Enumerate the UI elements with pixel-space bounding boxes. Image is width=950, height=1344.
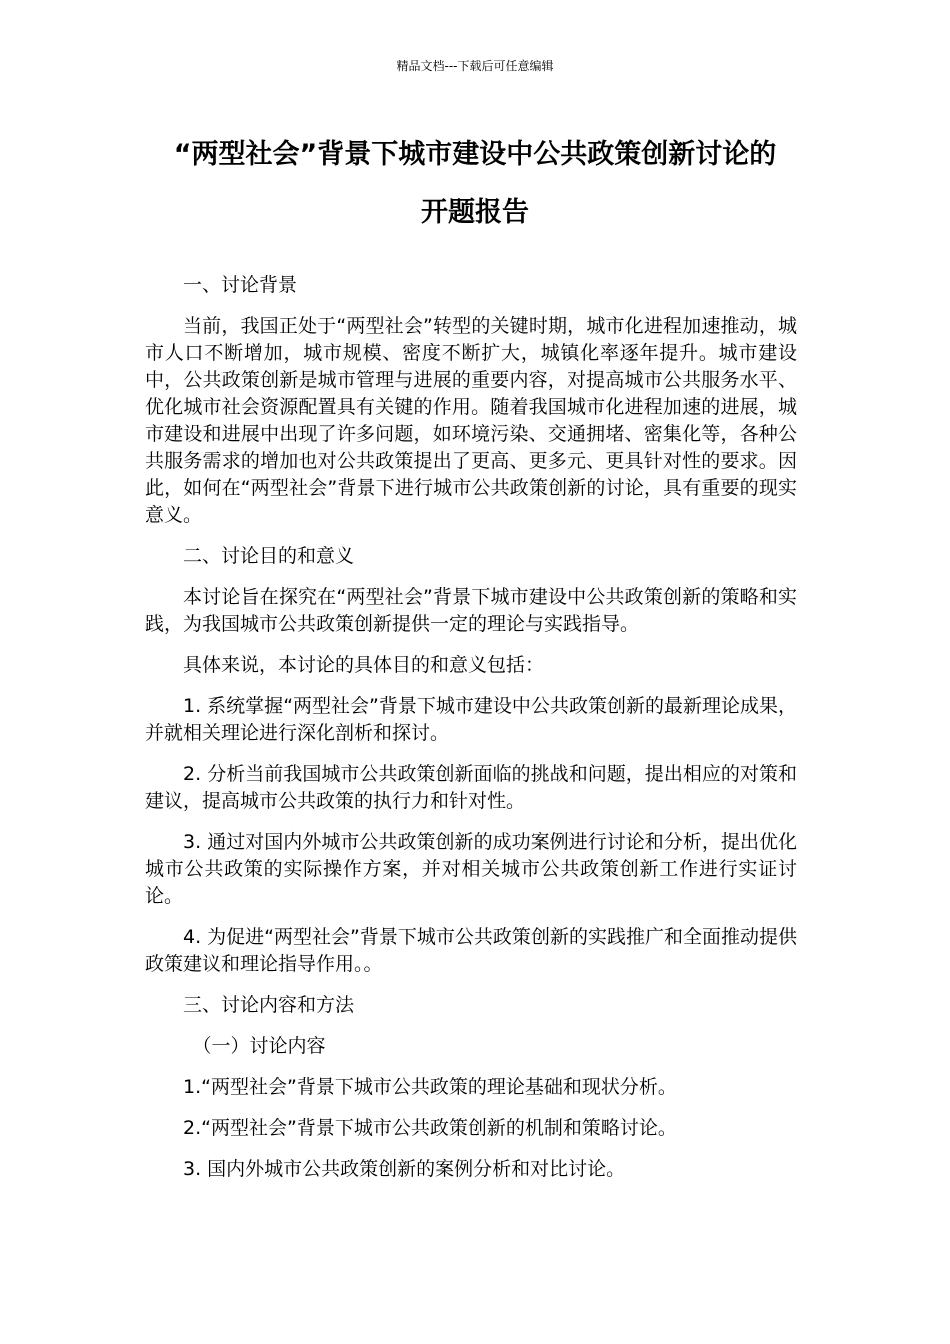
paragraph-background: 当前，我国正处于“两型社会”转型的关键时期，城市化进程加速推动，城市人口不断增加，城市规模、密度不断扩大，城镇化率逐年提升。城市建设中，公共政策创新是城市管理与进展的重要内容，对提高城市公共服务水平、优化城市社会资源配置具有关键的作用。随着我国城市化进程加速的进展，城市建设和进展中出现了许多问题，如环境污染、交通拥堵、密集化等，各种公共服务需求的增加也对公共政策提出了更高、更多元、更具针对性的要求。因此，如何在“两型社会”背景下进行城市公共政策创新的讨论，具有重要的现实意义。 [145, 315, 797, 526]
subsection-heading-content: （一）讨论内容 [192, 1035, 326, 1057]
purpose-item-1: 1. 系统掌握“两型社会”背景下城市建设中公共政策创新的最新理论成果，并就相关理论进行深化剖析和探讨。 [145, 695, 797, 744]
content-item-1: 1.“两型社会”背景下城市公共政策的理论基础和现状分析。 [183, 1076, 677, 1098]
section-heading-purpose: 二、讨论目的和意义 [183, 545, 355, 567]
section-heading-content-method: 三、讨论内容和方法 [183, 994, 355, 1016]
purpose-item-3: 3. 通过对国内外城市公共政策创新的成功案例进行讨论和分析，提出优化城市公共政策的实际操作方案，并对相关城市公共政策创新工作进行实证讨论。 [145, 831, 797, 907]
purpose-item-4: 4. 为促进“两型社会”背景下城市公共政策创新的实践推广和全面推动提供政策建议和理论指导作用。。 [145, 926, 797, 975]
section-heading-background: 一、讨论背景 [183, 274, 298, 296]
document-title-line-1: “两型社会”背景下城市建设中公共政策创新讨论的 [173, 139, 777, 170]
document-title-line-2: 开题报告 [421, 197, 529, 228]
paragraph-purpose: 本讨论旨在探究在“两型社会”背景下城市建设中公共政策创新的策略和实践，为我国城市公共政策创新提供一定的理论与实践指导。 [145, 586, 797, 635]
purpose-item-2: 2. 分析当前我国城市公共政策创新面临的挑战和问题，提出相应的对策和建议，提高城市公共政策的执行力和针对性。 [145, 763, 797, 812]
header-note: 精品文档---下载后可任意编辑 [396, 59, 554, 73]
document-body [145, 272, 797, 1197]
paragraph-purpose-intro: 具体来说，本讨论的具体目的和意义包括： [183, 654, 545, 676]
content-item-3: 3. 国内外城市公共政策创新的案例分析和对比讨论。 [183, 1158, 626, 1180]
content-item-2: 2.“两型社会”背景下城市公共政策创新的机制和策略讨论。 [183, 1117, 677, 1139]
